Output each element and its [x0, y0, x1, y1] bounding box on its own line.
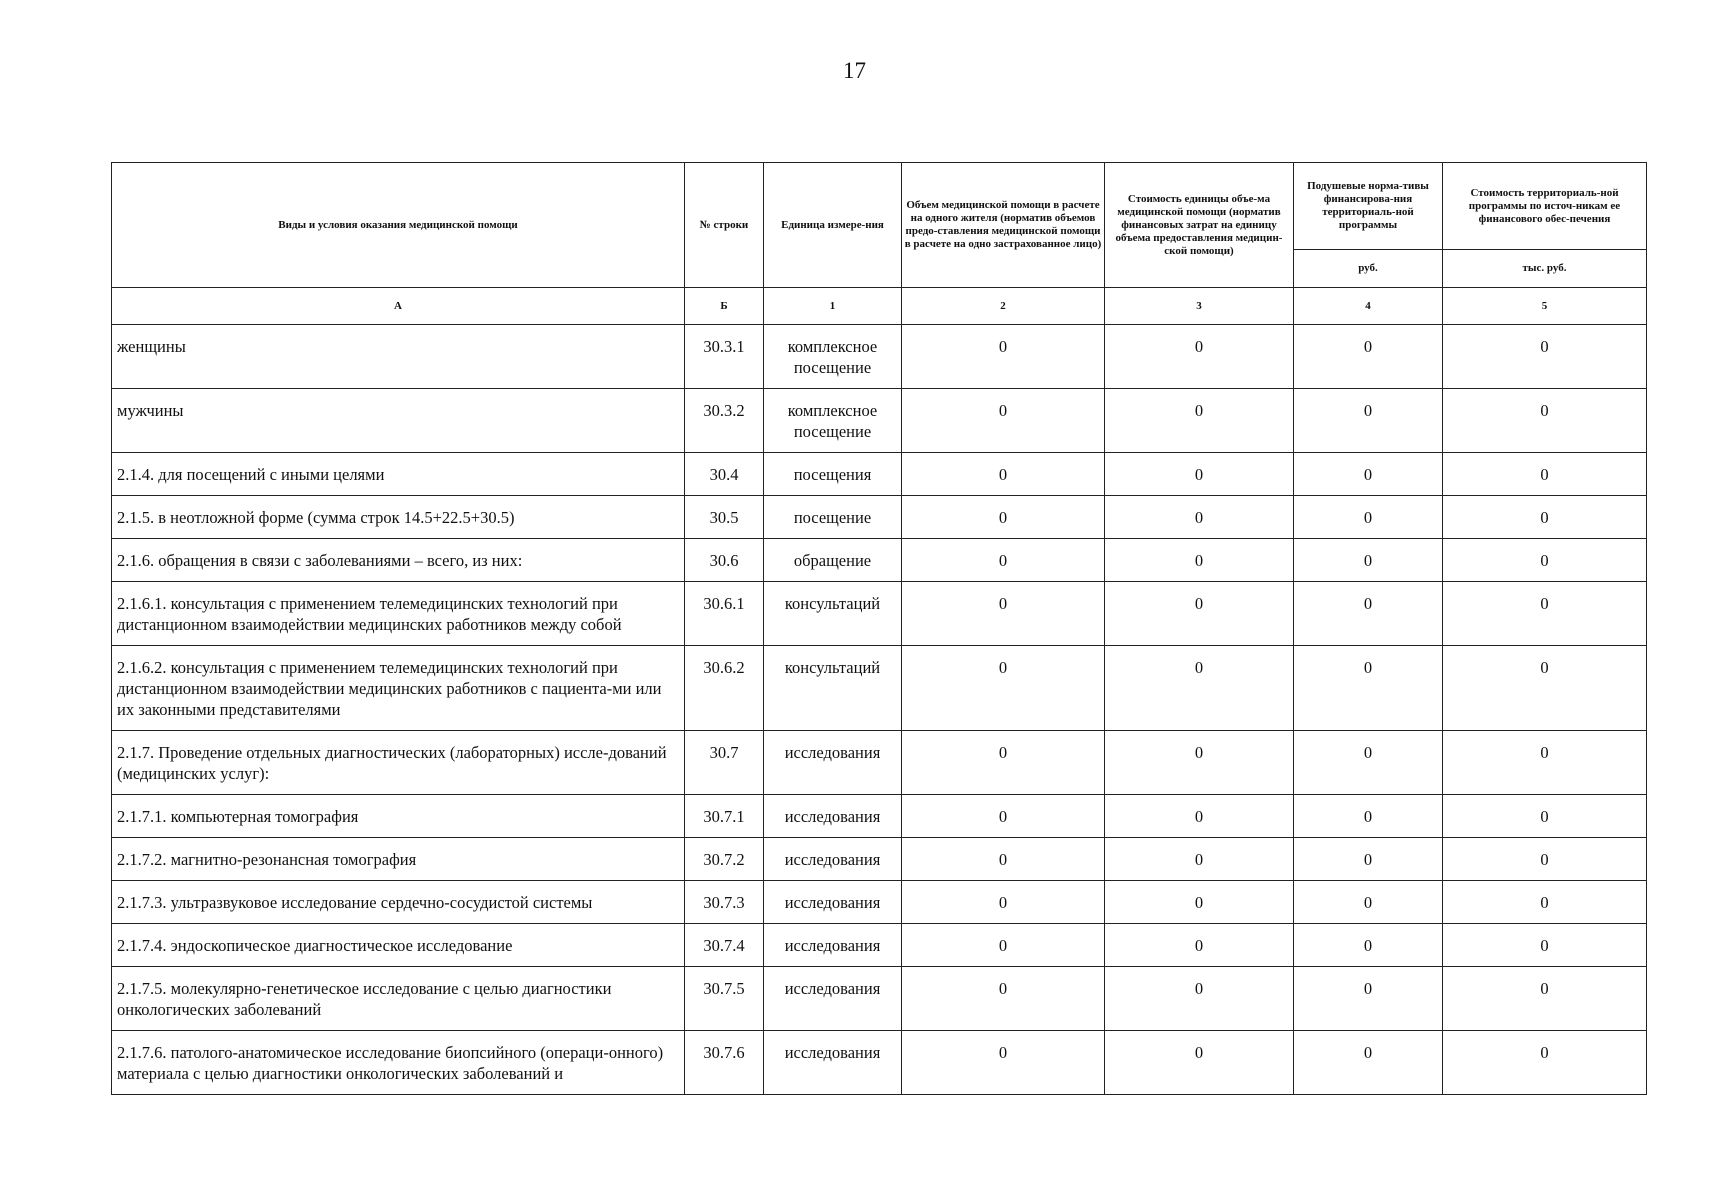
volume-cell: 0	[902, 453, 1105, 496]
unit-cell: комплексное посещение	[764, 389, 902, 453]
table-row	[112, 496, 1647, 539]
unit-cell: консультаций	[764, 646, 902, 731]
per-capita-cell: 0	[1294, 731, 1443, 795]
column-number: 4	[1294, 288, 1443, 325]
service-name-cell: 2.1.7.5. молекулярно-генетическое исследование с целью диагностики онкологических заболеваний	[112, 967, 685, 1031]
line-number-cell: 30.5	[685, 496, 764, 539]
unit-cell: исследования	[764, 795, 902, 838]
unit-cell: исследования	[764, 924, 902, 967]
program-cost-cell: 0	[1443, 1031, 1647, 1095]
table-row	[112, 646, 1647, 731]
service-name-cell: 2.1.6.2. консультация с применением телемедицинских технологий при дистанционном взаимодействии медицинских работников с пациента-ми или их законными представителями	[112, 646, 685, 731]
header-col-2: Объем медицинской помощи в расчете на одного жителя (норматив объемов предо-ставления медицинской помощи в расчете на одно застрахованное лицо)	[902, 163, 1105, 288]
unit-cost-cell: 0	[1105, 325, 1294, 389]
unit-cost-cell: 0	[1105, 731, 1294, 795]
table-row	[112, 582, 1647, 646]
unit-cell: посещения	[764, 453, 902, 496]
per-capita-cell: 0	[1294, 582, 1443, 646]
volume-cell: 0	[902, 539, 1105, 582]
program-cost-cell: 0	[1443, 539, 1647, 582]
per-capita-cell: 0	[1294, 496, 1443, 539]
service-name-cell: 2.1.7.6. патолого-анатомическое исследование биопсийного (операци-онного) материала с целью диагностики онкологических заболеваний и	[112, 1031, 685, 1095]
service-name-cell: 2.1.7.2. магнитно-резонансная томография	[112, 838, 685, 881]
volume-cell: 0	[902, 1031, 1105, 1095]
line-number-cell: 30.6.2	[685, 646, 764, 731]
table-row	[112, 924, 1647, 967]
per-capita-cell: 0	[1294, 453, 1443, 496]
per-capita-cell: 0	[1294, 795, 1443, 838]
service-name-cell: 2.1.7. Проведение отдельных диагностических (лабораторных) иссле-дований (медицинских услуг):	[112, 731, 685, 795]
header-col-4: Подушевые норма-тивы финансирова-ния территориаль-ной программы	[1294, 163, 1443, 250]
unit-cost-cell: 0	[1105, 967, 1294, 1031]
volume-cell: 0	[902, 967, 1105, 1031]
per-capita-cell: 0	[1294, 1031, 1443, 1095]
unit-cell: комплексное посещение	[764, 325, 902, 389]
unit-cost-cell: 0	[1105, 496, 1294, 539]
service-name-cell: 2.1.6.1. консультация с применением телемедицинских технологий при дистанционном взаимодействии медицинских работников между собой	[112, 582, 685, 646]
service-name-cell: 2.1.4. для посещений с иными целями	[112, 453, 685, 496]
per-capita-cell: 0	[1294, 838, 1443, 881]
service-name-cell: 2.1.5. в неотложной форме (сумма строк 14.5+22.5+30.5)	[112, 496, 685, 539]
header-col-5: Стоимость территориаль-ной программы по источ-никам ее финансового обес-печения	[1443, 163, 1647, 250]
table-row	[112, 795, 1647, 838]
header-col-b: № строки	[685, 163, 764, 288]
column-number: 3	[1105, 288, 1294, 325]
table-row	[112, 967, 1647, 1031]
service-name-cell: женщины	[112, 325, 685, 389]
service-name-cell: 2.1.7.1. компьютерная томография	[112, 795, 685, 838]
header-unit-5: тыс. руб.	[1443, 250, 1647, 288]
line-number-cell: 30.6.1	[685, 582, 764, 646]
unit-cell: исследования	[764, 1031, 902, 1095]
volume-cell: 0	[902, 325, 1105, 389]
table-row	[112, 389, 1647, 453]
unit-cost-cell: 0	[1105, 646, 1294, 731]
unit-cost-cell: 0	[1105, 539, 1294, 582]
per-capita-cell: 0	[1294, 881, 1443, 924]
line-number-cell: 30.7.6	[685, 1031, 764, 1095]
page-number: 17	[843, 58, 866, 83]
service-name-cell: мужчины	[112, 389, 685, 453]
volume-cell: 0	[902, 881, 1105, 924]
program-cost-cell: 0	[1443, 496, 1647, 539]
volume-cell: 0	[902, 389, 1105, 453]
unit-cost-cell: 0	[1105, 881, 1294, 924]
column-number: Б	[685, 288, 764, 325]
unit-cost-cell: 0	[1105, 1031, 1294, 1095]
program-cost-cell: 0	[1443, 924, 1647, 967]
per-capita-cell: 0	[1294, 924, 1443, 967]
line-number-cell: 30.6	[685, 539, 764, 582]
program-cost-cell: 0	[1443, 838, 1647, 881]
header-col-1: Единица измере-ния	[764, 163, 902, 288]
volume-cell: 0	[902, 838, 1105, 881]
per-capita-cell: 0	[1294, 967, 1443, 1031]
per-capita-cell: 0	[1294, 325, 1443, 389]
line-number-cell: 30.4	[685, 453, 764, 496]
table-row	[112, 453, 1647, 496]
header-col-a: Виды и условия оказания медицинской помощи	[112, 163, 685, 288]
line-number-cell: 30.7.4	[685, 924, 764, 967]
volume-cell: 0	[902, 496, 1105, 539]
unit-cost-cell: 0	[1105, 838, 1294, 881]
header-unit-4: руб.	[1294, 250, 1443, 288]
table-row	[112, 881, 1647, 924]
unit-cell: исследования	[764, 731, 902, 795]
line-number-cell: 30.7.1	[685, 795, 764, 838]
table-row	[112, 325, 1647, 389]
table-row	[112, 838, 1647, 881]
program-cost-cell: 0	[1443, 881, 1647, 924]
line-number-cell: 30.7.3	[685, 881, 764, 924]
unit-cell: посещение	[764, 496, 902, 539]
line-number-cell: 30.7	[685, 731, 764, 795]
per-capita-cell: 0	[1294, 646, 1443, 731]
unit-cost-cell: 0	[1105, 389, 1294, 453]
header-col-3: Стоимость единицы объе-ма медицинской помощи (норматив финансовых затрат на единицу объема предоставления медицин-ской помощи)	[1105, 163, 1294, 288]
column-number: 2	[902, 288, 1105, 325]
volume-cell: 0	[902, 582, 1105, 646]
program-cost-cell: 0	[1443, 795, 1647, 838]
financing-table	[111, 162, 1647, 1095]
line-number-cell: 30.7.2	[685, 838, 764, 881]
unit-cell: обращение	[764, 539, 902, 582]
volume-cell: 0	[902, 924, 1105, 967]
column-number-row	[112, 288, 1647, 325]
column-number: 1	[764, 288, 902, 325]
program-cost-cell: 0	[1443, 453, 1647, 496]
service-name-cell: 2.1.7.3. ультразвуковое исследование сердечно-сосудистой системы	[112, 881, 685, 924]
line-number-cell: 30.7.5	[685, 967, 764, 1031]
unit-cost-cell: 0	[1105, 582, 1294, 646]
line-number-cell: 30.3.2	[685, 389, 764, 453]
program-cost-cell: 0	[1443, 967, 1647, 1031]
table-row	[112, 731, 1647, 795]
per-capita-cell: 0	[1294, 389, 1443, 453]
service-name-cell: 2.1.7.4. эндоскопическое диагностическое исследование	[112, 924, 685, 967]
line-number-cell: 30.3.1	[685, 325, 764, 389]
unit-cost-cell: 0	[1105, 924, 1294, 967]
unit-cell: консультаций	[764, 582, 902, 646]
program-cost-cell: 0	[1443, 582, 1647, 646]
program-cost-cell: 0	[1443, 646, 1647, 731]
header-row	[112, 163, 1647, 250]
unit-cell: исследования	[764, 967, 902, 1031]
program-cost-cell: 0	[1443, 389, 1647, 453]
program-cost-cell: 0	[1443, 731, 1647, 795]
program-cost-cell: 0	[1443, 325, 1647, 389]
table-row	[112, 539, 1647, 582]
volume-cell: 0	[902, 731, 1105, 795]
volume-cell: 0	[902, 795, 1105, 838]
unit-cost-cell: 0	[1105, 795, 1294, 838]
per-capita-cell: 0	[1294, 539, 1443, 582]
table-row	[112, 1031, 1647, 1095]
service-name-cell: 2.1.6. обращения в связи с заболеваниями – всего, из них:	[112, 539, 685, 582]
unit-cell: исследования	[764, 881, 902, 924]
volume-cell: 0	[902, 646, 1105, 731]
unit-cost-cell: 0	[1105, 453, 1294, 496]
column-number: А	[112, 288, 685, 325]
unit-cell: исследования	[764, 838, 902, 881]
column-number: 5	[1443, 288, 1647, 325]
